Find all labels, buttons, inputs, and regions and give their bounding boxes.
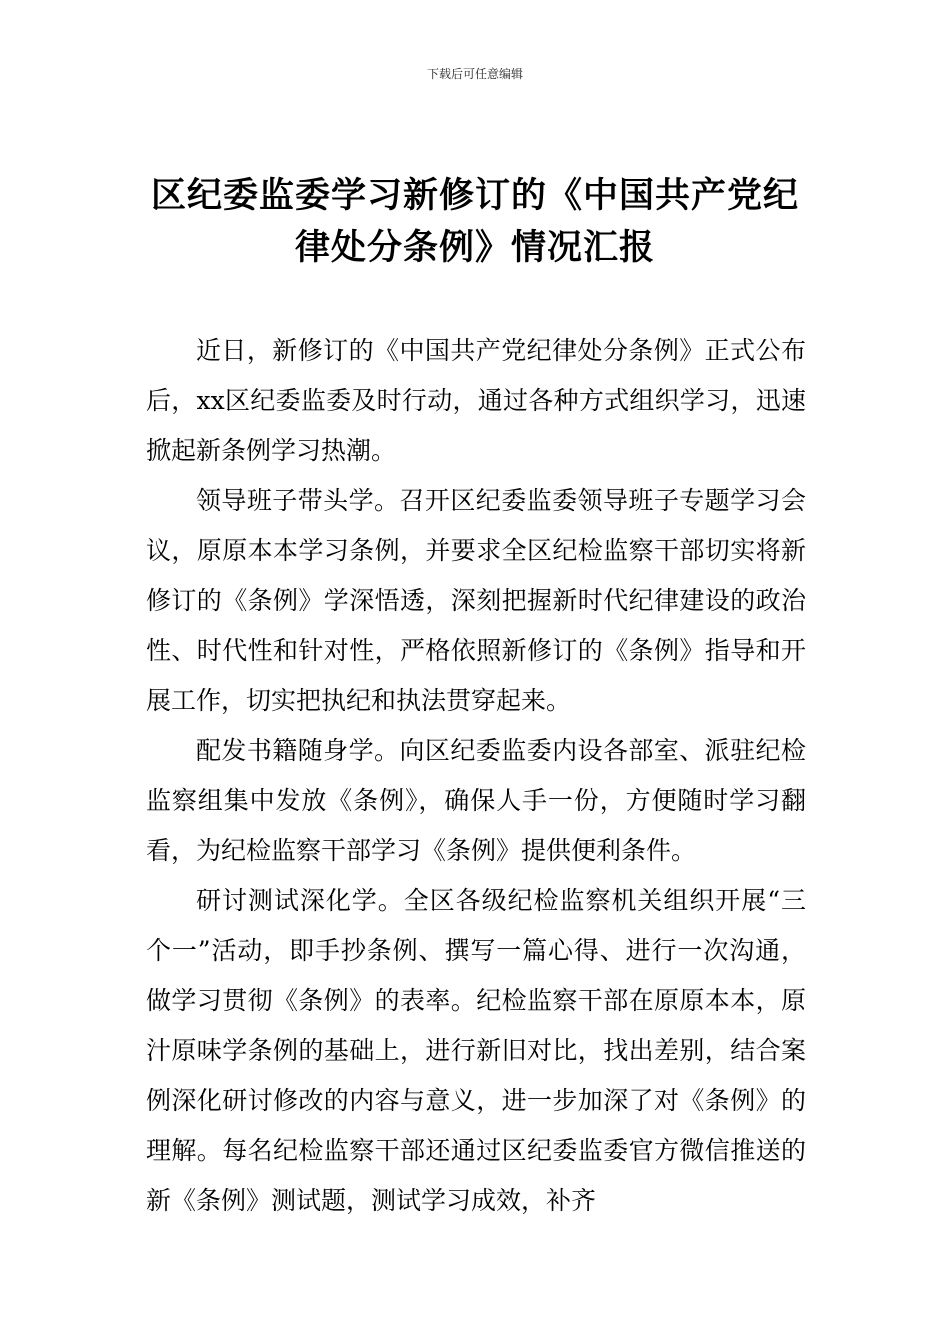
document-title: 区纪委监委学习新修订的《中国共产党纪律处分条例》情况汇报 [150, 176, 799, 268]
paragraph-intro: 近日，新修订的《中国共产党纪律处分条例》正式公布后，xx区纪委监委及时行动，通过各种方式组织学习，迅速掀起新条例学习热潮。 [146, 336, 806, 465]
paragraph-seminar-test: 研讨测试深化学。全区各级纪检监察机关组织开展“三个一”活动，即手抄条例、撰写一篇心得、进行一次沟通，做学习贯彻《条例》的表率。纪检监察干部在原原本本，原汁原味学条例的基础上，进行新旧对比，找出差别，结合案例深化研讨修改的内容与意义，进一步加深了对《条例》的理解。每名纪检监察干部还通过区纪委监委官方微信推送的新《条例》测试题，测试学习成效，补齐 [146, 886, 806, 1215]
header-note: 下载后可任意编辑 [426, 67, 523, 81]
document-body [146, 326, 806, 1226]
paragraph-book-distribution: 配发书籍随身学。向区纪委监委内设各部室、派驻纪检监察组集中发放《条例》，确保人手一份，方便随时学习翻看，为纪检监察干部学习《条例》提供便利条件。 [146, 736, 806, 865]
paragraph-leadership-study: 领导班子带头学。召开区纪委监委领导班子专题学习会议，原原本本学习条例，并要求全区纪检监察干部切实将新修订的《条例》学深悟透，深刻把握新时代纪律建设的政治性、时代性和针对性，严格依照新修订的《条例》指导和开展工作，切实把执纪和执法贯穿起来。 [146, 486, 806, 715]
